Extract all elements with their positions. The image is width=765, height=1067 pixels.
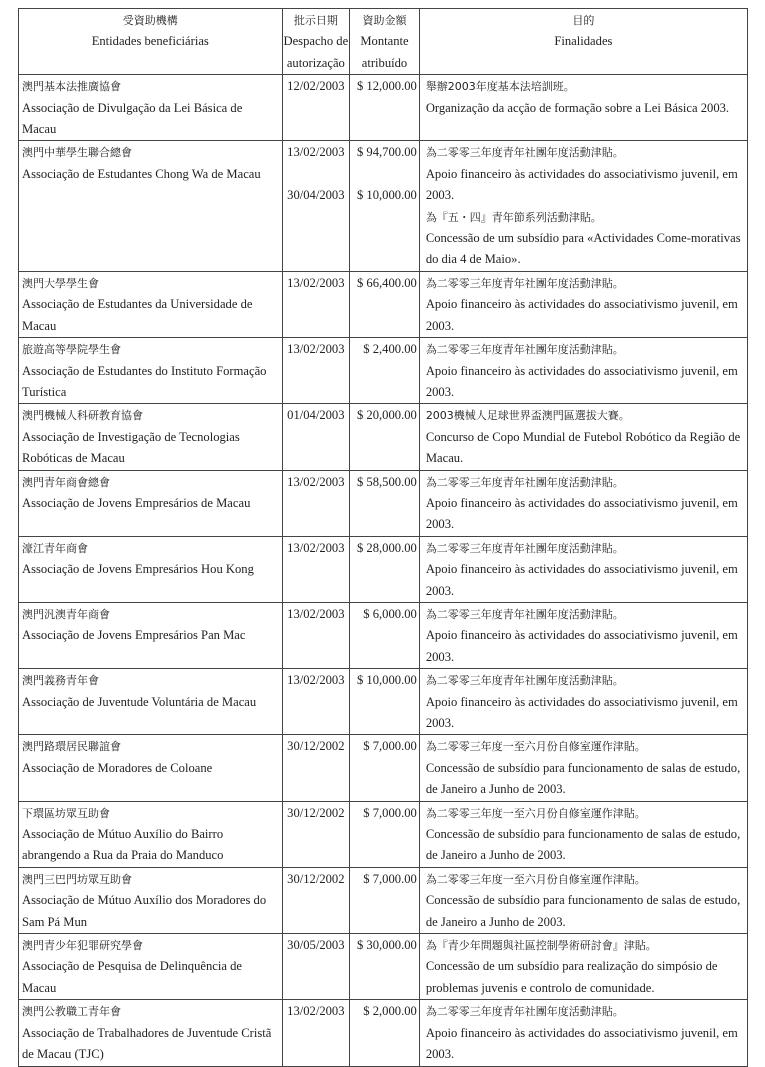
entity-name-zh: 澳門公教職工青年會 — [22, 1005, 121, 1019]
purpose-pt: Apoio financeiro às actividades do associativismo juvenil, em 2003. — [425, 562, 738, 598]
entity-name-zh: 旅遊高等學院學生會 — [22, 343, 121, 357]
amount: $ 10,000.00 — [356, 188, 417, 203]
entity-cell — [19, 338, 283, 404]
authorization-date: 30/12/2002 — [287, 805, 345, 820]
amount: $ 7,000.00 — [363, 805, 417, 820]
entity-cell — [19, 867, 283, 933]
header-purpose-pt: Finalidades — [554, 34, 613, 49]
date-cell — [282, 735, 350, 801]
date-cell — [282, 867, 350, 933]
amount-cell — [350, 1000, 420, 1066]
purpose-cell — [419, 470, 747, 536]
amount-cell — [350, 934, 420, 1000]
purpose-cell — [419, 867, 747, 933]
date-cell — [282, 669, 350, 735]
amount: $ 6,000.00 — [363, 606, 417, 621]
table-row — [19, 338, 748, 404]
amount-cell — [350, 338, 420, 404]
entity-cell — [19, 536, 283, 602]
authorization-date: 13/02/2003 — [287, 1004, 345, 1019]
date-cell — [282, 801, 350, 867]
entity-cell — [19, 271, 283, 337]
authorization-date: 12/02/2003 — [287, 79, 345, 94]
entity-name-zh: 澳門義務青年會 — [22, 674, 99, 688]
entity-name-pt: Associação de Divulgação da Lei Básica de Macau — [22, 100, 243, 137]
purpose-cell — [419, 536, 747, 602]
header-entity-pt: Entidades beneficiárias — [91, 34, 209, 49]
authorization-date: 13/02/2003 — [287, 673, 345, 688]
entity-name-zh: 澳門三巴門坊眾互助會 — [22, 872, 132, 886]
amount: $ 7,000.00 — [363, 871, 417, 886]
purpose-cell — [419, 271, 747, 337]
purpose-zh: 舉辦2003年度基本法培訓班。 — [425, 80, 575, 94]
amount: $ 12,000.00 — [356, 79, 417, 94]
subsidy-table — [18, 8, 748, 1067]
purpose-pt: Apoio financeiro às actividades do associativismo juvenil, em 2003. — [425, 1025, 738, 1062]
table-row — [19, 536, 748, 602]
authorization-date: 30/05/2003 — [287, 938, 345, 953]
purpose-pt: Apoio financeiro às actividades do associativismo juvenil, em 2003. — [425, 363, 738, 399]
header-purpose — [419, 9, 747, 75]
purpose-pt: Apoio financeiro às actividades do associativismo juvenil, em 2003. — [425, 495, 738, 532]
purpose-zh: 為二零零三年度青年社團年度活動津貼。 — [425, 541, 624, 555]
entity-name-pt: Associação de Jovens Empresários Pan Mac — [22, 628, 246, 643]
amount-cell — [350, 602, 420, 668]
purpose-pt: Concessão de subsídio para funcionamento de salas de estudo, de Janeiro a Junho de 2003. — [425, 893, 741, 929]
header-amount — [350, 9, 420, 75]
purpose-cell — [419, 602, 747, 668]
entity-cell — [19, 470, 283, 536]
amount-cell — [350, 536, 420, 602]
entity-name-zh: 澳門基本法推廣協會 — [22, 80, 121, 94]
entity-name-pt: Associação de Jovens Empresários Hou Kong — [22, 562, 254, 577]
date-cell — [282, 338, 350, 404]
amount-cell — [350, 735, 420, 801]
authorization-date: 13/02/2003 — [287, 606, 345, 621]
amount: $ 58,500.00 — [356, 474, 417, 489]
table-row — [19, 271, 748, 337]
amount: $ 2,000.00 — [363, 1004, 417, 1019]
purpose-cell — [419, 801, 747, 867]
entity-cell — [19, 404, 283, 470]
header-entity — [19, 9, 283, 75]
date-cell — [282, 1000, 350, 1066]
table-row — [19, 801, 748, 867]
entity-name-pt: Associação de Estudantes da Universidade de Macau — [22, 297, 253, 333]
purpose-zh: 為二零零三年度一至六月份自修室運作津貼。 — [425, 740, 646, 754]
amount-cell — [350, 75, 420, 141]
entity-name-pt: Associação de Trabalhadores de Juventude Cristã de Macau (TJC) — [22, 1025, 272, 1062]
amount: $ 10,000.00 — [356, 673, 417, 688]
amount: $ 30,000.00 — [356, 938, 417, 953]
amount: $ 7,000.00 — [363, 739, 417, 754]
purpose-zh: 為二零零三年度青年社團年度活動津貼。 — [425, 146, 624, 160]
spacer — [284, 164, 349, 185]
entity-name-zh: 下環區坊眾互助會 — [22, 806, 110, 820]
header-amount-pt: Montante atribuído — [360, 34, 409, 70]
entity-name-zh: 澳門大學學生會 — [22, 276, 99, 290]
date-cell — [282, 470, 350, 536]
table-row — [19, 141, 748, 271]
entity-cell — [19, 141, 283, 271]
header-entity-zh: 受資助機構 — [122, 14, 178, 27]
entity-name-pt: Associação de Mútuo Auxílio dos Moradores do Sam Pá Mun — [22, 893, 267, 929]
entity-name-pt: Associação de Investigação de Tecnologias Robóticas de Macau — [22, 429, 240, 466]
entity-name-pt: Associação de Moradores de Coloane — [22, 760, 213, 775]
authorization-date: 01/04/2003 — [287, 408, 345, 423]
entity-name-zh: 澳門青少年犯罪研究學會 — [22, 939, 143, 953]
entity-name-pt: Associação de Estudantes do Instituto Formação Turística — [22, 363, 267, 399]
purpose-zh: 為二零零三年度青年社團年度活動津貼。 — [425, 674, 624, 688]
purpose-cell — [419, 141, 747, 271]
amount: $ 66,400.00 — [356, 275, 417, 290]
purpose-pt: Concessão de subsídio para funcionamento de salas de estudo, de Janeiro a Junho de 2003. — [425, 760, 741, 797]
purpose-zh: 為『五・四』青年節系列活動津貼。 — [425, 210, 602, 224]
amount: $ 20,000.00 — [356, 408, 417, 423]
purpose-pt: Apoio financeiro às actividades do associativismo juvenil, em 2003. — [425, 628, 738, 664]
authorization-date: 30/12/2002 — [287, 871, 345, 886]
authorization-date: 13/02/2003 — [287, 342, 345, 357]
table-row — [19, 75, 748, 141]
entity-cell — [19, 669, 283, 735]
header-date — [282, 9, 350, 75]
purpose-pt: Apoio financeiro às actividades do associativismo juvenil, em 2003. — [425, 166, 738, 203]
entity-cell — [19, 801, 283, 867]
date-cell — [282, 536, 350, 602]
table-row — [19, 1000, 748, 1066]
purpose-cell — [419, 735, 747, 801]
purpose-zh: 為二零零三年度青年社團年度活動津貼。 — [425, 475, 624, 489]
purpose-zh: 為二零零三年度一至六月份自修室運作津貼。 — [425, 806, 646, 820]
entity-name-pt: Associação de Jovens Empresários de Macau — [22, 495, 251, 510]
purpose-cell — [419, 75, 747, 141]
authorization-date: 13/02/2003 — [287, 145, 345, 160]
header-date-zh: 批示日期 — [293, 14, 338, 27]
header-date-pt: Despacho de autorização — [283, 34, 349, 70]
date-cell — [282, 602, 350, 668]
date-cell — [282, 934, 350, 1000]
purpose-pt: Organização da acção de formação sobre a Lei Básica 2003. — [425, 100, 730, 115]
amount: $ 2,400.00 — [363, 342, 417, 357]
entity-name-pt: Associação de Pesquisa de Delinquência de Macau — [22, 959, 242, 995]
purpose-zh: 為二零零三年度青年社團年度活動津貼。 — [425, 607, 624, 621]
purpose-pt: Apoio financeiro às actividades do associativismo juvenil, em 2003. — [425, 297, 738, 333]
entity-name-zh: 澳門路環居民聯誼會 — [22, 740, 121, 754]
entity-cell — [19, 934, 283, 1000]
amount-cell — [350, 669, 420, 735]
authorization-date: 30/04/2003 — [287, 188, 345, 203]
date-cell — [282, 271, 350, 337]
entity-name-pt: Associação de Estudantes Chong Wa de Macau — [22, 166, 261, 181]
amount-cell — [350, 404, 420, 470]
purpose-zh: 為二零零三年度青年社團年度活動津貼。 — [425, 343, 624, 357]
table-row — [19, 470, 748, 536]
table-row — [19, 669, 748, 735]
authorization-date: 13/02/2003 — [287, 540, 345, 555]
table-row — [19, 602, 748, 668]
entity-cell — [19, 1000, 283, 1066]
date-cell — [282, 75, 350, 141]
table-header-row — [19, 9, 748, 75]
date-cell — [282, 141, 350, 271]
table-row — [19, 867, 748, 933]
entity-cell — [19, 75, 283, 141]
purpose-cell — [419, 669, 747, 735]
entity-cell — [19, 602, 283, 668]
authorization-date: 13/02/2003 — [287, 275, 345, 290]
entity-name-pt: Associação de Mútuo Auxílio do Bairro abrangendo a Rua da Praia do Manduco — [22, 827, 224, 863]
amount: $ 28,000.00 — [356, 540, 417, 555]
purpose-pt: Concessão de um subsídio para realização do simpósio de problemas juvenis e controlo de comunidade. — [425, 959, 718, 995]
entity-name-zh: 澳門中華學生聯合總會 — [22, 146, 132, 160]
purpose-cell — [419, 1000, 747, 1066]
spacer — [351, 164, 417, 185]
purpose-cell — [419, 338, 747, 404]
amount-cell — [350, 470, 420, 536]
table-row — [19, 404, 748, 470]
header-amount-zh: 資助金額 — [362, 14, 407, 27]
purpose-zh: 為二零零三年度一至六月份自修室運作津貼。 — [425, 872, 646, 886]
header-purpose-zh: 目的 — [572, 14, 595, 27]
purpose-pt: Concessão de um subsídio para «Actividades Come-morativas do dia 4 de Maio». — [425, 231, 741, 267]
purpose-zh: 為二零零三年度青年社團年度活動津貼。 — [425, 276, 624, 290]
entity-name-zh: 濠江青年商會 — [22, 541, 88, 555]
authorization-date: 13/02/2003 — [287, 474, 345, 489]
amount-cell — [350, 867, 420, 933]
purpose-pt: Apoio financeiro às actividades do associativismo juvenil, em 2003. — [425, 694, 738, 730]
purpose-zh: 為『青少年問題與社區控制學術研討會』津貼。 — [425, 939, 657, 953]
entity-name-zh: 澳門青年商會總會 — [22, 475, 110, 489]
amount-cell — [350, 801, 420, 867]
entity-cell — [19, 735, 283, 801]
purpose-zh: 為二零零三年度青年社團年度活動津貼。 — [425, 1005, 624, 1019]
entity-name-zh: 澳門機械人科研教育協會 — [22, 409, 143, 423]
authorization-date: 30/12/2002 — [287, 739, 345, 754]
purpose-pt: Concessão de subsídio para funcionamento de salas de estudo, de Janeiro a Junho de 2003. — [425, 827, 741, 863]
table-row — [19, 934, 748, 1000]
purpose-cell — [419, 404, 747, 470]
purpose-zh: 2003機械人足球世界盃澳門區選拔大賽。 — [425, 409, 630, 423]
entity-name-zh: 澳門汎澳青年商會 — [22, 607, 110, 621]
date-cell — [282, 404, 350, 470]
entity-name-pt: Associação de Juventude Voluntária de Macau — [22, 694, 257, 709]
amount-cell — [350, 271, 420, 337]
purpose-pt: Concurso de Copo Mundial de Futebol Robótico da Região de Macau. — [425, 429, 741, 466]
amount: $ 94,700.00 — [356, 145, 417, 160]
amount-cell — [350, 141, 420, 271]
purpose-cell — [419, 934, 747, 1000]
table-row — [19, 735, 748, 801]
